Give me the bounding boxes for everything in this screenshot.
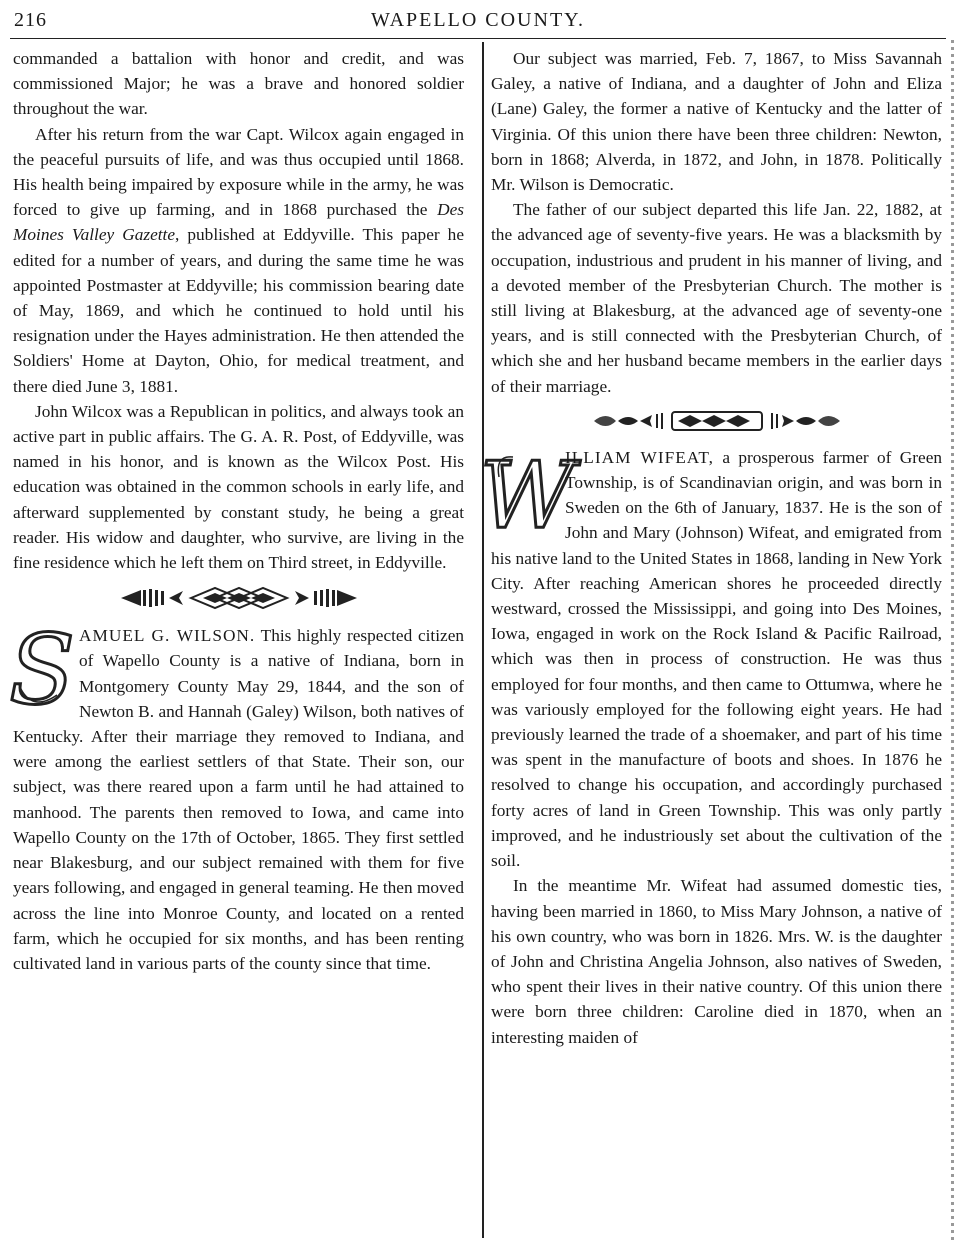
paragraph-wilcox-politics: John Wilcox was a Republican in politics, and always took an active part in public affairs. The G. A. R. Post, of Eddyville, was named in his honor, and is known as the Wilcox Post. His education was obtained in the common schools in early life, and afterward supplemented by constant study, he being a great reader. His widow and daughter, who survive, are living in the fine residence which he left them on Third street, in Eddyville. <box>13 401 464 573</box>
subject-name: ILLIAM WIFEAT, <box>565 447 714 467</box>
paragraph-wilson-marriage: Our subject was married, Feb. 7, 1867, to Miss Savannah Galey, a native of Indiana, and a daughter of John and Eliza (Lane) Galey, the former a native of Kentucky and the latter of Virginia. Of this union there have been three children: Newton, born in 1868; Alverda, in 1872, and John, in 1878. Politically Mr. Wilson is Democratic. <box>491 49 942 195</box>
paragraph-wilcox-continued: commanded a battalion with honor and credit, and was commissioned Major; he was a brave and honored soldier throughout the war. <box>13 49 464 119</box>
paragraph-wilcox-career <box>13 122 464 399</box>
page-edge-marks <box>951 40 954 1240</box>
page-header <box>10 4 946 39</box>
left-column <box>9 46 464 976</box>
page-number: 216 <box>14 9 47 31</box>
paragraph-wifeat-marriage: In the meantime Mr. Wifeat had assumed domestic ties, having been married in 1860, to Miss Mary Johnson, a native of his own country, who was born in 1826. Mrs. W. is the daughter of John and Christina Angelia Johnson, also natives of Sweden, who spent their lives in their native country. Of this union there were born three children: Caroline died in 1870, when an interesting maiden of <box>491 876 942 1047</box>
subject-name: AMUEL G. WILSON. <box>79 626 256 646</box>
column-divider <box>482 42 484 1238</box>
ornament-divider <box>119 585 359 611</box>
biography-william-wifeat <box>479 441 943 873</box>
biography-text: This highly respected citizen of Wapello County is a native of Indiana, born in Montgomery County May 29, 1844, and the son of Newton B. and Hannah (Galey) Wilson, both natives of Kentucky. After their marriage they removed to Indiana, and were among the earliest settlers of that State. Their son, our subject, was there reared upon a farm until he had attained to manhood. The parents then removed to Iowa, and came into Wapello County on the 17th of October, 1865. They first settled near Blakesburg, and our subject remained with them for five years following, and engaged in general teaming. He then moved across the line into Monroe County, and located on a rented farm, which he occupied for six months, and has been renting cultivated land in various parts of the county since that time. <box>13 626 464 973</box>
drop-cap-letter: S <box>9 614 75 727</box>
drop-cap-s <box>9 614 75 727</box>
biography-text: a prosperous farmer of Green Township, is of Scandinavian origin, and was born in Sweden on the 6th of January, 1837. He is the son of John and Mary (Johnson) Wifeat, and emigrated from his native land to the United States in 1868, landing in New York City. After reaching American shores he proceeded directly westward, crossed the Mississippi, and going into Des Moines, Iowa, engaged in work on the Rock Island & Pacific Railroad, which was then in process of construction. He was thus employed for four months, and then came to Ottumwa, where he was variously employed for the following eight years. He had previously learned the trade of a shoemaker, and part of his time was spent in the manufacture of boots and shoes. In 1876 he resolved to change his occupation, and accordingly purchased forty acres of land in Green Township. This was only partly improved, and he industriously set about the cultivation of the soil. <box>491 447 943 871</box>
biography-samuel-wilson <box>9 614 464 976</box>
right-column <box>479 46 943 1050</box>
ornament-divider <box>592 409 842 433</box>
drop-cap-w <box>479 441 575 549</box>
text-run: , published at Eddyville. This paper he edited for a number of years, and during the same time he was appointed Postmaster at Eddyville; his commission bearing date of May, 1869, and which he continued to hold until his resignation under the Hayes administration. He then attended the Soldiers' Home at Dayton, Ohio, for medical treatment, and there died June 3, 1881. <box>13 225 464 396</box>
paragraph-wilson-father: The father of our subject departed this life Jan. 22, 1882, at the advanced age of seventy-five years. He was a blacksmith by occupation, industrious and prudent in his manner of living, and a devoted member of the Presbyterian Church. The mother is still living at Blakesburg, at the advanced age of seventy-one years, and is still connected with the Presbyterian Church, of which she and her husband became members in the earlier days of their marriage. <box>491 200 942 396</box>
drop-cap-letter: W <box>479 441 575 549</box>
text-run: After his return from the war Capt. Wilcox again engaged in the peaceful pursuits of life, and was thus occupied until 1868. His health being impaired by exposure while in the army, he was forced to give up farming, and in 1868 purchased the <box>13 124 464 220</box>
newspaper-title: Des Moines Valley Gazette <box>13 200 464 245</box>
running-title: WAPELLO COUNTY. <box>370 9 586 31</box>
